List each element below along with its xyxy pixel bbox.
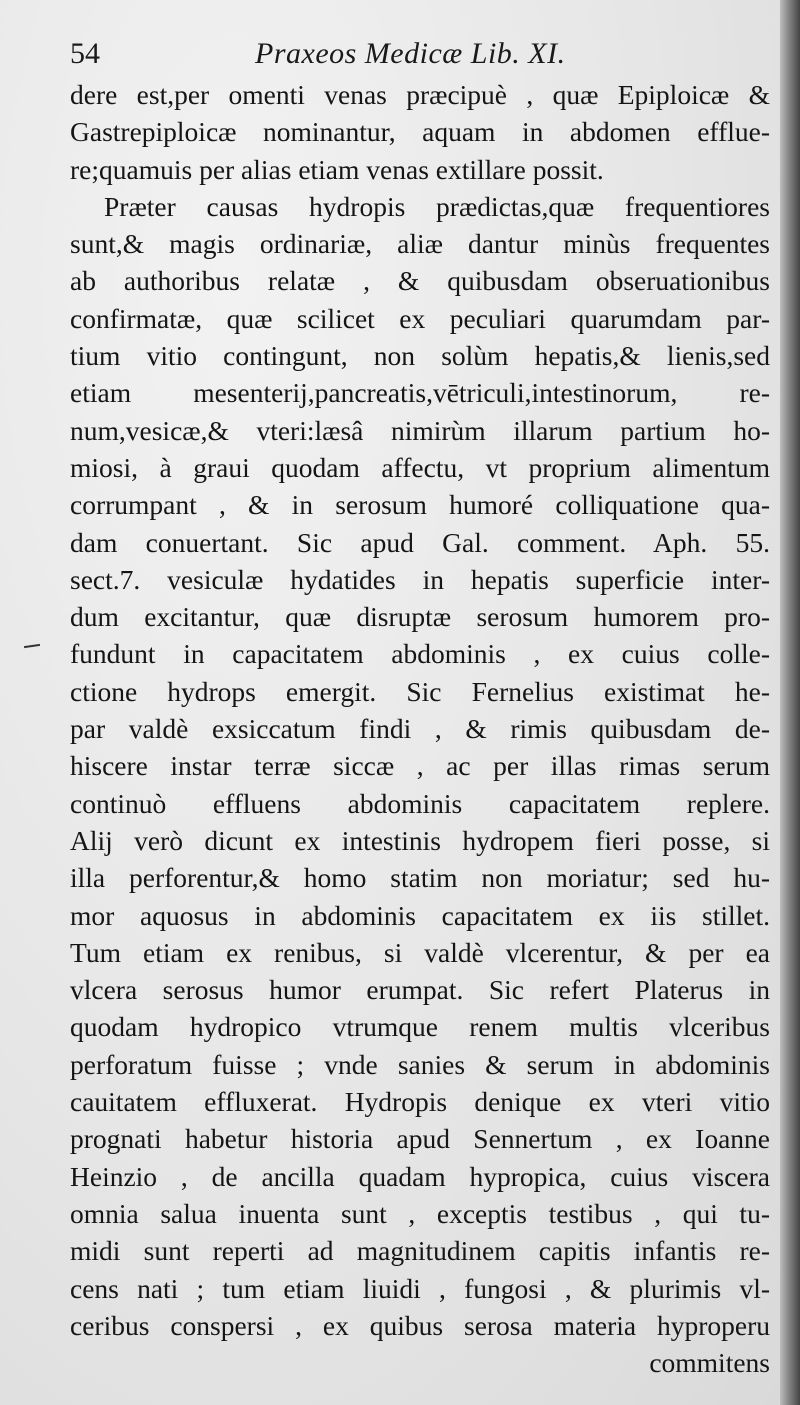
text-line: Gastrepiploicæ nominantur, aquam in abdomen efflue-: [70, 116, 770, 148]
text-line: ceribus conspersi , ex quibus serosa materia hyproperu: [70, 1309, 770, 1341]
page-number: 54: [70, 37, 100, 70]
text-line: Alij verò dicunt ex intestinis hydropem fieri posse, si: [70, 824, 770, 856]
text-line: omnia salua inuenta sunt , exceptis testibus , qui tu-: [70, 1197, 770, 1229]
text-line: re;quamuis per alias etiam venas extillare possit.: [70, 153, 604, 185]
text-line: num,vesicæ,& vteri:læsâ nimirùm illarum partium ho-: [70, 414, 770, 446]
text-line: hiscere instar terræ siccæ , ac per illas rimas serum: [70, 750, 770, 782]
text-line: prognati habetur historia apud Sennertum , ex Ioanne: [70, 1123, 770, 1155]
text-line: sunt,& magis ordinariæ, aliæ dantur minùs frequentes: [70, 228, 770, 260]
running-title: Praxeos Medicæ Lib. XI.: [255, 37, 566, 70]
text-line: continuò effluens abdominis capacitatem replere.: [70, 787, 770, 819]
text-line: confirmatæ, quæ scilicet ex peculiari quarumdam par-: [70, 302, 770, 334]
text-line: sect.7. vesiculæ hydatides in hepatis superficie inter-: [70, 563, 770, 595]
text-line: vlcera serosus humor erumpat. Sic refert Platerus in: [70, 974, 770, 1006]
text-line: mor aquosus in abdominis capacitatem ex iis stillet.: [70, 899, 770, 931]
text-line: ab authoribus relatæ , & quibusdam obseruationibus: [70, 265, 770, 297]
margin-mark: [24, 644, 40, 648]
text-line: dere est,per omenti venas præcipuè , quæ Epiploicæ &: [70, 79, 770, 110]
text-line: dum excitantur, quæ disruptæ serosum humorem pro-: [70, 601, 770, 633]
text-line: midi sunt reperti ad magnitudinem capitis infantis re-: [70, 1235, 770, 1267]
text-line: cauitatem effluxerat. Hydropis denique ex vteri vitio: [70, 1086, 770, 1118]
text-line: corrumpant , & in serosum humoré colliquatione qua-: [70, 489, 770, 521]
text-line: miosi, à graui quodam affectu, vt proprium alimentum: [70, 451, 770, 483]
text-line: etiam mesenterij,pancreatis,vētriculi,intestinorum, re-: [70, 377, 770, 409]
text-line: illa perforentur,& homo statim non moriatur; sed hu-: [70, 862, 770, 894]
page-gutter: [780, 0, 800, 1405]
text-line: fundunt in capacitatem abdominis , ex cuius colle-: [70, 638, 770, 670]
text-line: ctione hydrops emergit. Sic Fernelius existimat he-: [70, 675, 770, 707]
body-text: [70, 76, 770, 1381]
text-line: Præter causas hydropis prædictas,quæ frequentiores: [104, 190, 770, 222]
running-head: [70, 34, 710, 74]
text-line: dam conuertant. Sic apud Gal. comment. Aph. 55.: [70, 526, 770, 558]
text-line: quodam hydropico vtrumque renem multis vlceribus: [70, 1011, 770, 1043]
text-line: Tum etiam ex renibus, si valdè vlcerentur, & per ea: [70, 936, 770, 968]
text-line: tium vitio contingunt, non solùm hepatis,& lienis,sed: [70, 340, 770, 372]
catchword: commitens: [649, 1347, 770, 1379]
text-line: cens nati ; tum etiam liuidi , fungosi , & plurimis vl-: [70, 1272, 770, 1304]
text-line: Heinzio , de ancilla quadam hypropica, cuius viscera: [70, 1160, 770, 1192]
text-line: par valdè exsiccatum findi , & rimis quibusdam de-: [70, 713, 770, 745]
text-line: perforatum fuisse ; vnde sanies & serum in abdominis: [70, 1048, 770, 1080]
